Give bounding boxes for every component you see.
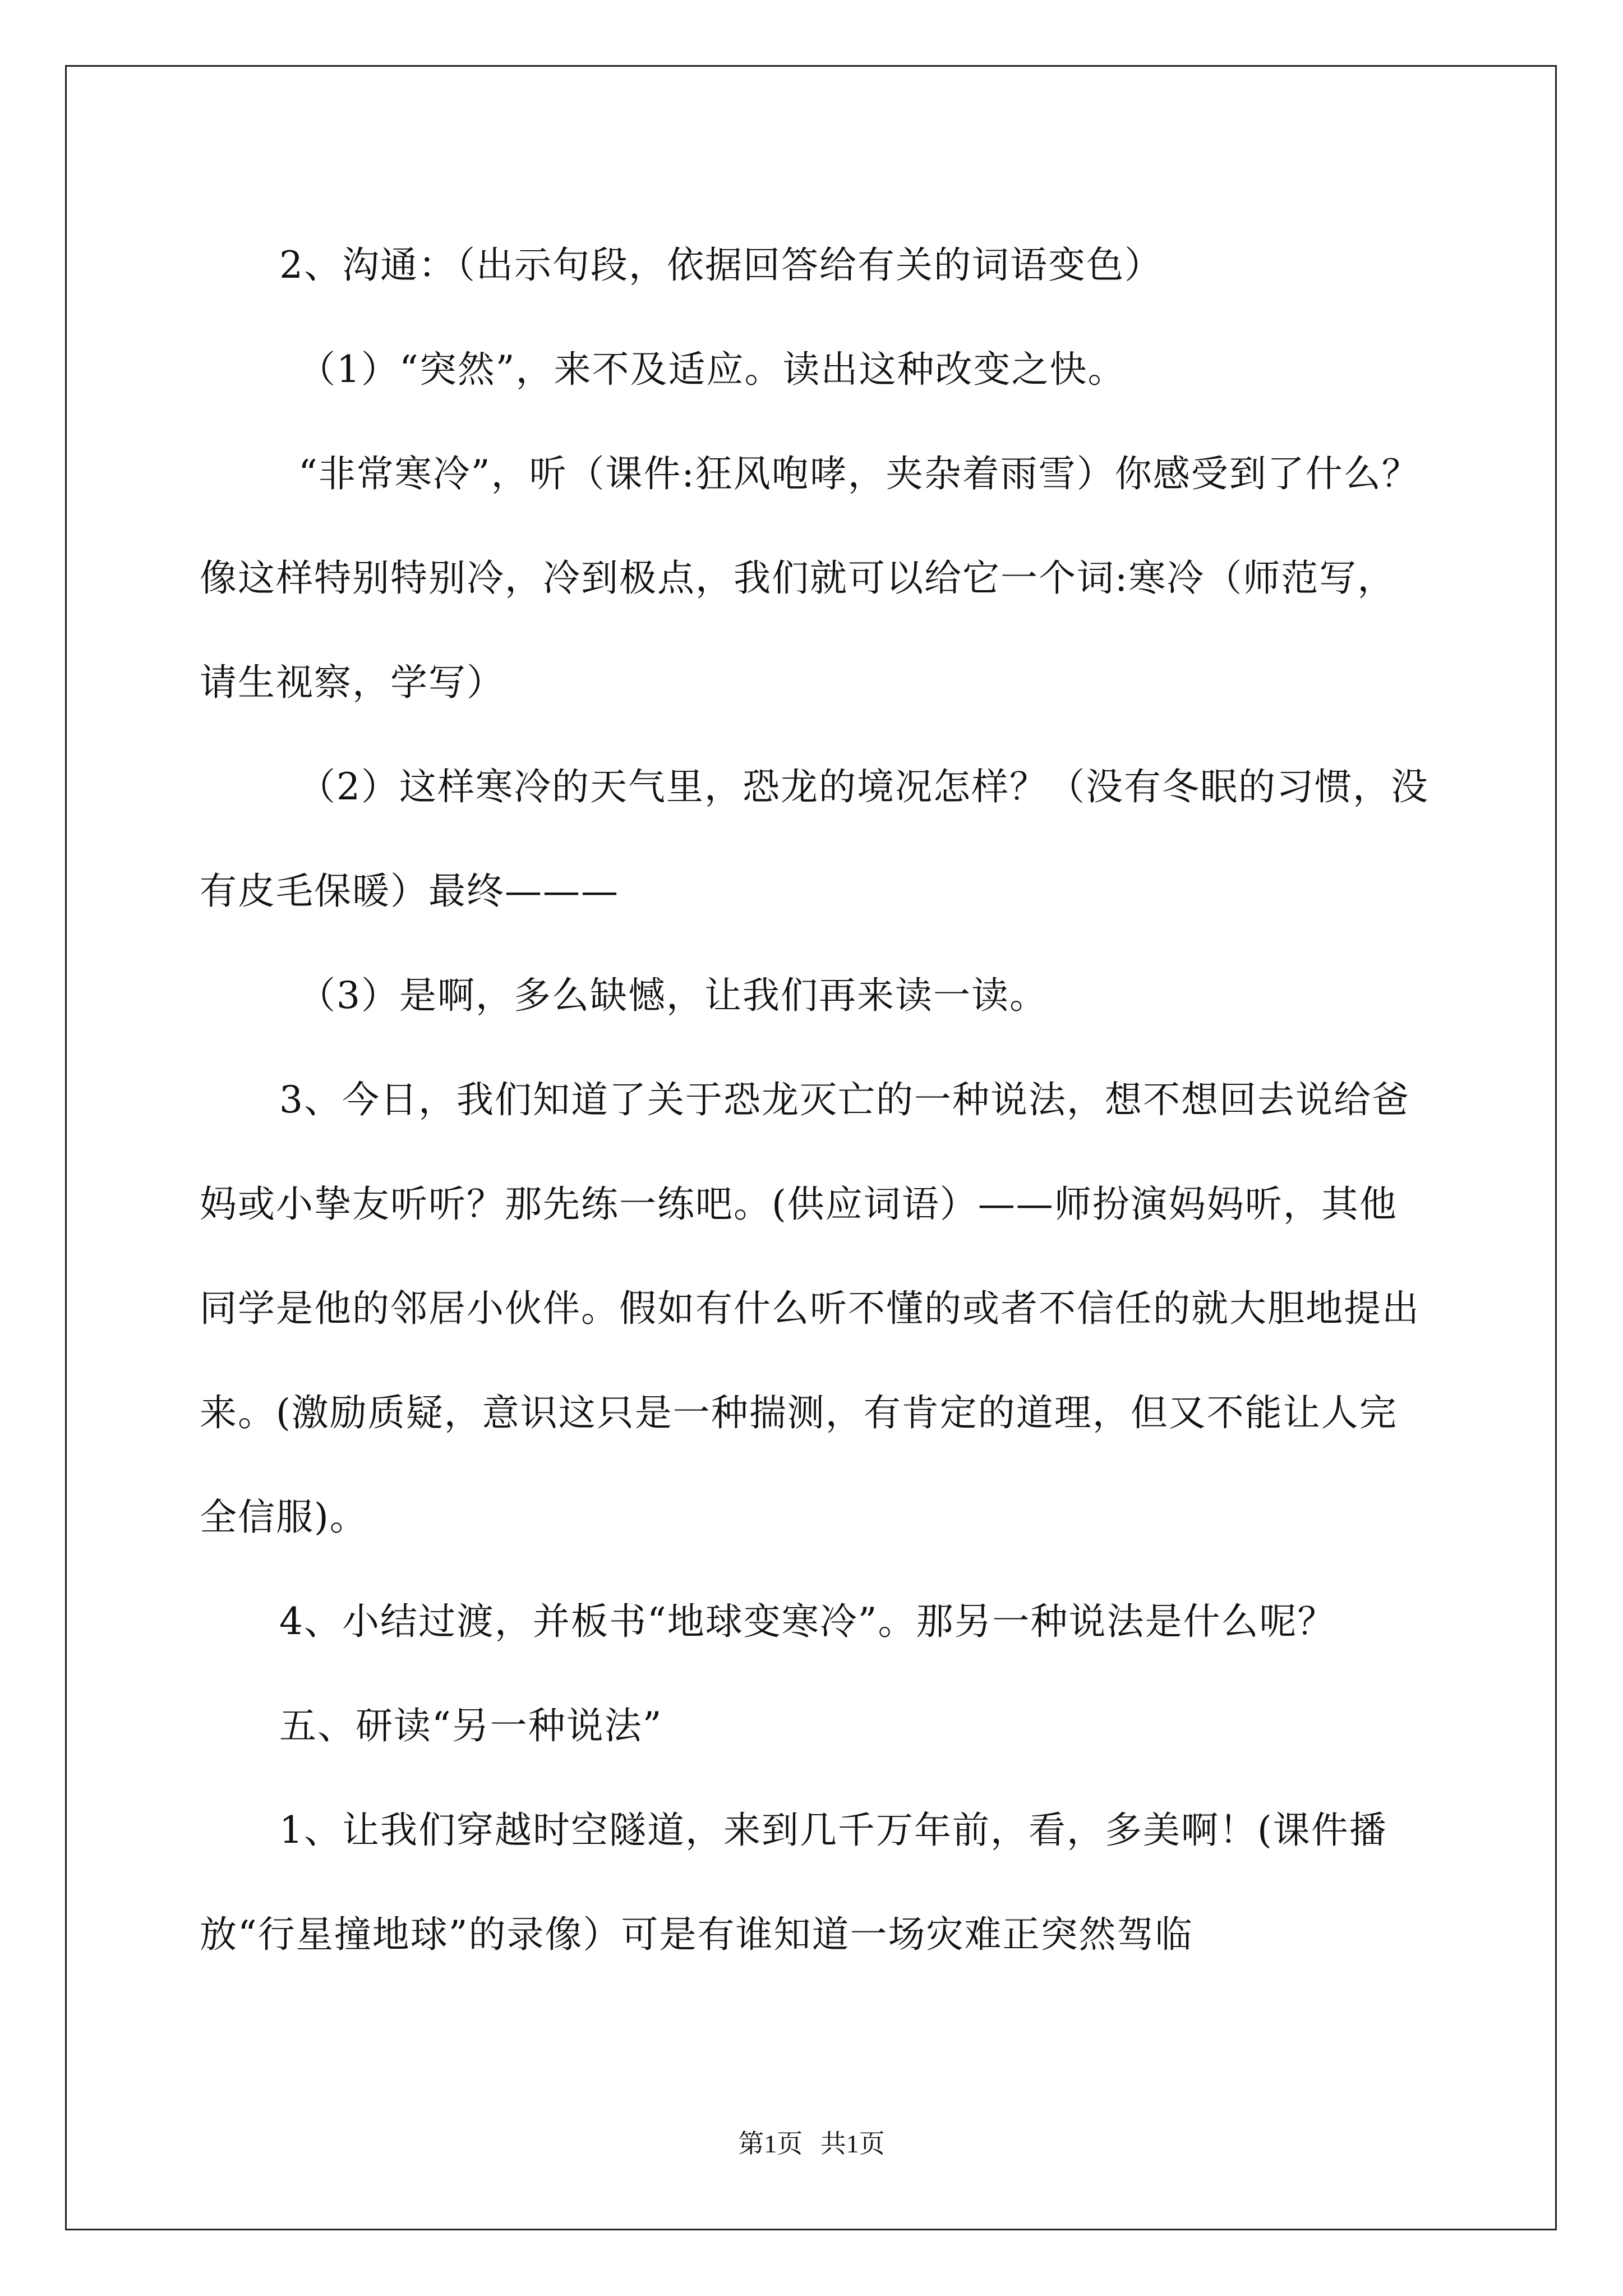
page-footer — [0, 2123, 1623, 2160]
page-total: 共1页 — [820, 2129, 885, 2158]
paragraph-2: （1）“突然”，来不及适应。读出这种改变之快。 — [298, 348, 1126, 391]
paragraph-8: 五、研读“另一种说法” — [279, 1704, 663, 1747]
paragraph-3: “非常寒冷”，听（课件:狂风咆哮，夹杂着雨雪）你感受到了什么？像这样特别特别冷，冷到极点，我们就可以给它一个词:寒冷（师范写，请生视察，学写） — [200, 452, 1420, 704]
paragraph-5: （3）是啊，多么缺憾，让我们再来读一读。 — [298, 974, 1048, 1017]
paragraph-1: 2、沟通：（出示句段，依据回答给有关的词语变色） — [279, 243, 1163, 287]
document-body — [200, 213, 1433, 1987]
paragraph-7: 4、小结过渡，并板书“地球变寒冷”。那另一种说法是什么呢？ — [279, 1600, 1336, 1643]
page-number: 第1页 — [738, 2129, 803, 2158]
paragraph-6: 3、今日，我们知道了关于恐龙灭亡的一种说法，想不想回去说给爸妈或小挚友听听？那先练一练吧。(供应词语）——师扮演妈妈听，其他同学是他的邻居小伙伴。假如有什么听不懂的或者不信任的就大胆地提出来。(激励质疑，意识这只是一种揣测，有肯定的道理，但又不能让人完全信服)。 — [200, 1078, 1420, 1539]
paragraph-9: 1、让我们穿越时空隧道，来到几千万年前，看，多美啊！(课件播放“行星撞地球”的录像）可是有谁知道一场灾难正突然驾临 — [200, 1809, 1387, 1956]
paragraph-4: （2）这样寒冷的天气里，恐龙的境况怎样？（没有冬眠的习惯，没有皮毛保暖）最终——— — [200, 765, 1429, 913]
